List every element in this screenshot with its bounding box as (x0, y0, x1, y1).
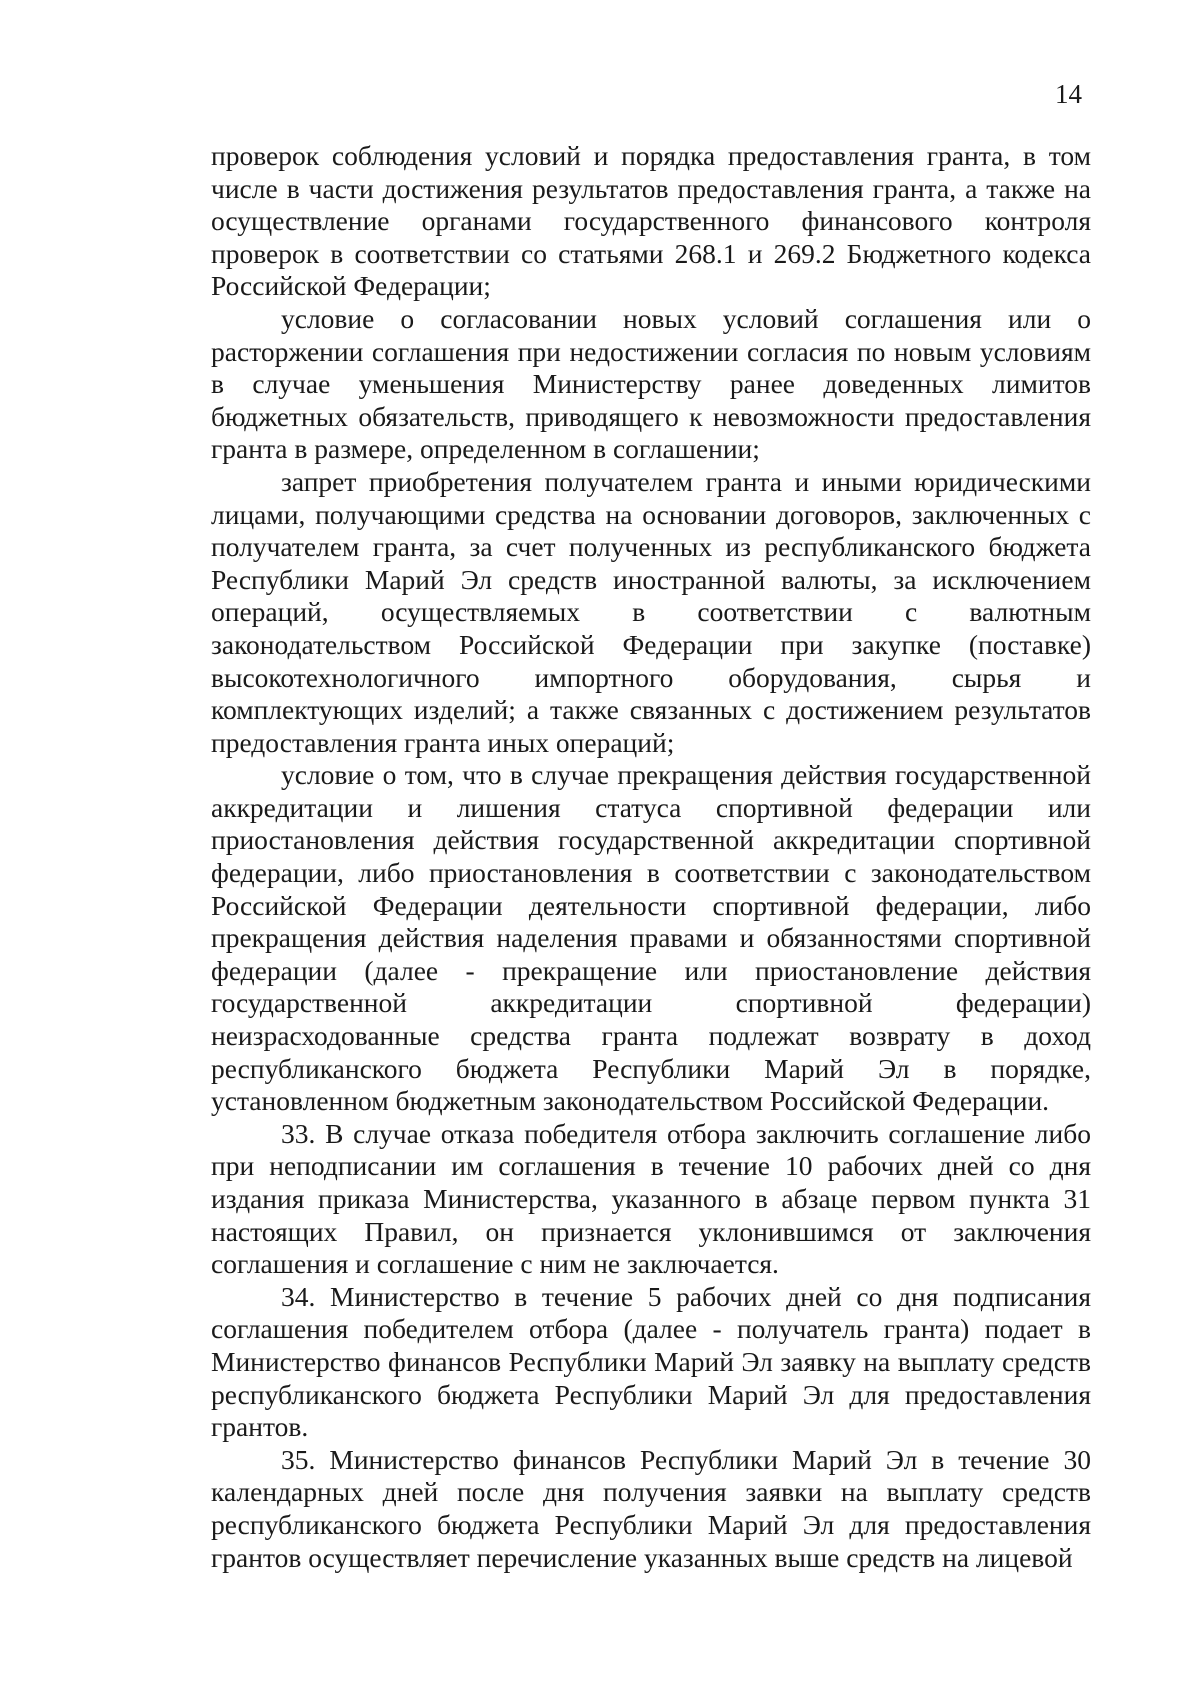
page-number: 14 (1055, 79, 1082, 109)
paragraph-clause-34: 34. Министерство в течение 5 рабочих дней со дня подписания соглашения победителем отбора (далее - получатель гранта) подает в Министерство финансов Республики Марий Эл заявку на выплату средств республиканского бюджета Республики Марий Эл для предоставления грантов. (211, 1280, 1091, 1443)
paragraph-condition-agreement: условие о согласовании новых условий соглашения или о расторжении соглашения при недостижении согласия по новым условиям в случае уменьшения Министерству ранее доведенных лимитов бюджетных обязательств, приводящего к невозможности предоставления гранта в размере, определенном в соглашении; (211, 302, 1091, 465)
paragraph-clause-33: 33. В случае отказа победителя отбора заключить соглашение либо при неподписании им соглашения в течение 10 рабочих дней со дня издания приказа Министерства, указанного в абзаце первом пункта 31 настоящих Правил, он признается уклонившимся от заключения соглашения и соглашение с ним не заключается. (211, 1117, 1091, 1280)
document-body (211, 140, 1091, 1574)
paragraph-clause-35: 35. Министерство финансов Республики Марий Эл в течение 30 календарных дней после дня получения заявки на выплату средств республиканского бюджета Республики Марий Эл для предоставления грантов осуществляет перечисление указанных выше средств на лицевой (211, 1443, 1091, 1573)
paragraph-accreditation-condition: условие о том, что в случае прекращения действия государственной аккредитации и лишения статуса спортивной федерации или приостановления действия государственной аккредитации спортивной федерации, либо приостановления в соответствии с законодательством Российской Федерации деятельности спортивной федерации, либо прекращения действия наделения правами и обязанностями спортивной федерации (далее - прекращение или приостановление действия государственной аккредитации спортивной федерации) неизрасходованные средства гранта подлежат возврату в доход республиканского бюджета Республики Марий Эл в порядке, установленном бюджетным законодательством Российской Федерации. (211, 759, 1091, 1117)
paragraph-currency-prohibition: запрет приобретения получателем гранта и иными юридическими лицами, получающими средства на основании договоров, заключенных с получателем гранта, за счет полученных из республиканского бюджета Республики Марий Эл средств иностранной валюты, за исключением операций, осуществляемых в соответствии с валютным законодательством Российской Федерации при закупке (поставке) высокотехнологичного импортного оборудования, сырья и комплектующих изделий; а также связанных с достижением результатов предоставления гранта иных операций; (211, 465, 1091, 758)
paragraph-continuation: проверок соблюдения условий и порядка предоставления гранта, в том числе в части достижения результатов предоставления гранта, а также на осуществление органами государственного финансового контроля проверок в соответствии со статьями 268.1 и 269.2 Бюджетного кодекса Российской Федерации; (211, 140, 1091, 302)
